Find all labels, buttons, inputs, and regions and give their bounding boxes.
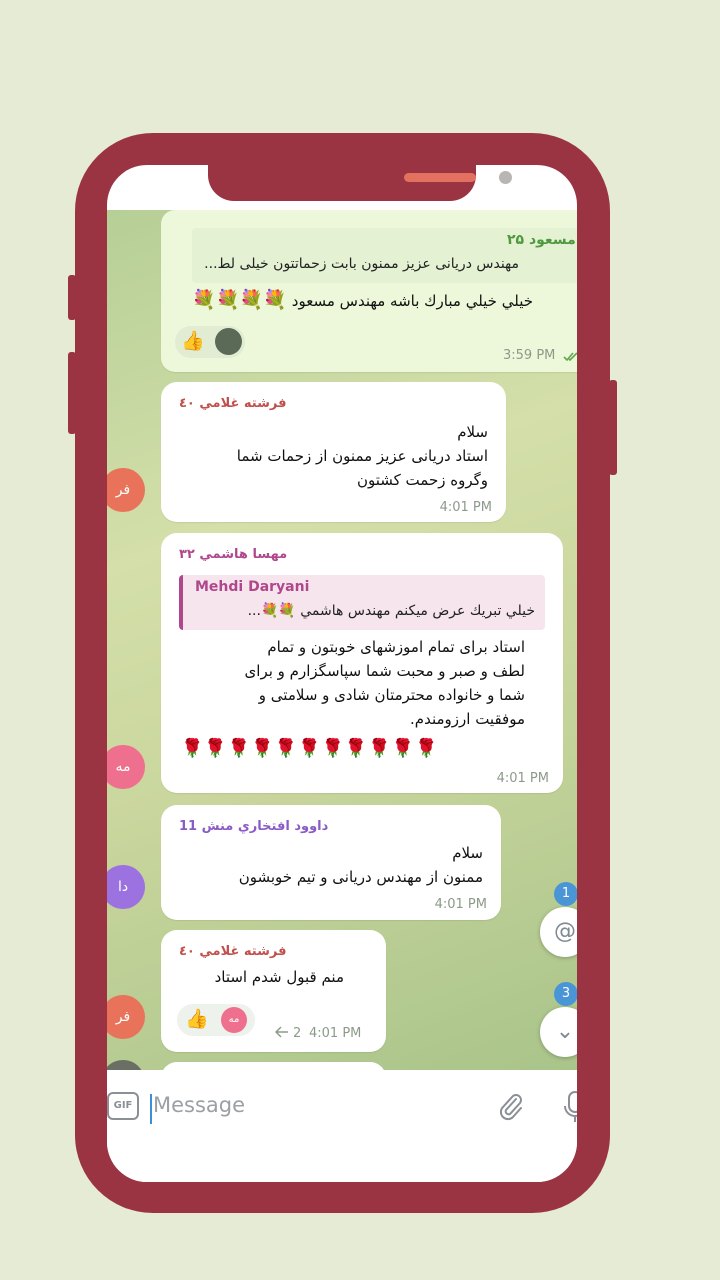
reply-preview[interactable]: [179, 575, 545, 630]
phone-power-button: [609, 380, 617, 475]
phone-notch: [208, 165, 476, 201]
sender-avatar[interactable]: فر: [107, 995, 145, 1039]
reply-arrow-icon: [275, 1026, 289, 1038]
message-time: 3:59 PM: [503, 348, 556, 363]
message-text: منم قبول شدم استاد: [214, 968, 344, 986]
reply-count[interactable]: 2: [293, 1026, 302, 1041]
reactor-avatar: [215, 328, 242, 355]
message-bubble[interactable]: [161, 382, 506, 522]
chevron-down-icon: ⌄: [555, 1019, 575, 1044]
reply-author: مسعود ۲۵: [507, 232, 576, 248]
reply-author: Mehdi Daryani: [195, 579, 310, 595]
speaker: [404, 173, 476, 182]
message-time: 4:01 PM: [439, 500, 492, 515]
at-icon: @: [554, 919, 576, 944]
phone-screen: [107, 165, 577, 1182]
message-text-body: خيلي خيلي مبارك باشه مهندس مسعود: [291, 292, 533, 310]
message-bubble[interactable]: [161, 805, 501, 920]
message-bubble-own[interactable]: [161, 210, 577, 372]
flowers-emoji: 💐💐💐💐: [192, 289, 287, 311]
mentions-button[interactable]: [540, 907, 577, 957]
sender-avatar-partial[interactable]: [107, 1060, 145, 1070]
mentions-badge: 1: [554, 882, 577, 906]
scroll-down-badge: 3: [554, 982, 577, 1006]
reaction-pill[interactable]: [175, 326, 245, 358]
reply-text: مهندس دریانی عزیز ممنون بابت زحماتتون خیلی لط...: [204, 256, 519, 272]
message-input[interactable]: Message: [153, 1093, 246, 1117]
chat-background: [107, 210, 577, 1070]
sender-name[interactable]: مهسا هاشمي ۳۲: [179, 547, 288, 562]
sender-avatar[interactable]: فر: [107, 468, 145, 512]
text-caret: [150, 1094, 152, 1124]
message-bubble[interactable]: [161, 930, 386, 1052]
thumbs-up-emoji: 👍: [181, 330, 205, 352]
reaction-pill[interactable]: [177, 1004, 255, 1036]
reply-preview[interactable]: [192, 228, 577, 283]
message-text: استاد برای تمام اموزشهای خوبتون و تمام لطف و صبر و محبت شما سپاسگزارم و برای شما و خانواده محترمتان شادی و سلامتی و موفقیت ارزومندم.: [244, 638, 525, 728]
message-bubble[interactable]: [161, 533, 563, 793]
reply-text: خيلي تبريك عرض ميكنم مهندس هاشمي 💐💐...: [247, 603, 535, 619]
paperclip-icon[interactable]: [495, 1090, 527, 1122]
thumbs-up-emoji: 👍: [185, 1008, 209, 1030]
roses-emoji: 🌹🌹🌹🌹🌹🌹🌹🌹🌹🌹🌹: [181, 738, 439, 759]
scroll-down-button[interactable]: [540, 1007, 577, 1057]
double-check-icon: [563, 351, 577, 363]
sender-name[interactable]: فرشته غلامي ٤٠: [179, 944, 287, 959]
microphone-icon[interactable]: [563, 1090, 577, 1124]
sender-avatar[interactable]: مه: [107, 745, 145, 789]
message-time: 4:01 PM: [309, 1026, 362, 1041]
gif-button[interactable]: GIF: [107, 1092, 139, 1120]
message-bubble-partial[interactable]: [161, 1062, 386, 1070]
sender-avatar[interactable]: دا: [107, 865, 145, 909]
message-time: 4:01 PM: [434, 897, 487, 912]
sender-name[interactable]: فرشته غلامي ٤٠: [179, 396, 287, 411]
message-text: [192, 288, 533, 313]
sender-name[interactable]: داوود افتخاري منش 11: [179, 819, 329, 834]
reactor-avatar: مه: [221, 1007, 247, 1033]
message-time: 4:01 PM: [496, 771, 549, 786]
front-camera: [499, 171, 512, 184]
message-text: سلام استاد دریانی عزیز ممنون از زحمات شما وگروه زحمت کشتون: [236, 423, 488, 489]
message-text: سلام ممنون از مهندس دریانی و تیم خوبشون: [238, 844, 483, 886]
message-input-bar: [107, 1070, 577, 1182]
